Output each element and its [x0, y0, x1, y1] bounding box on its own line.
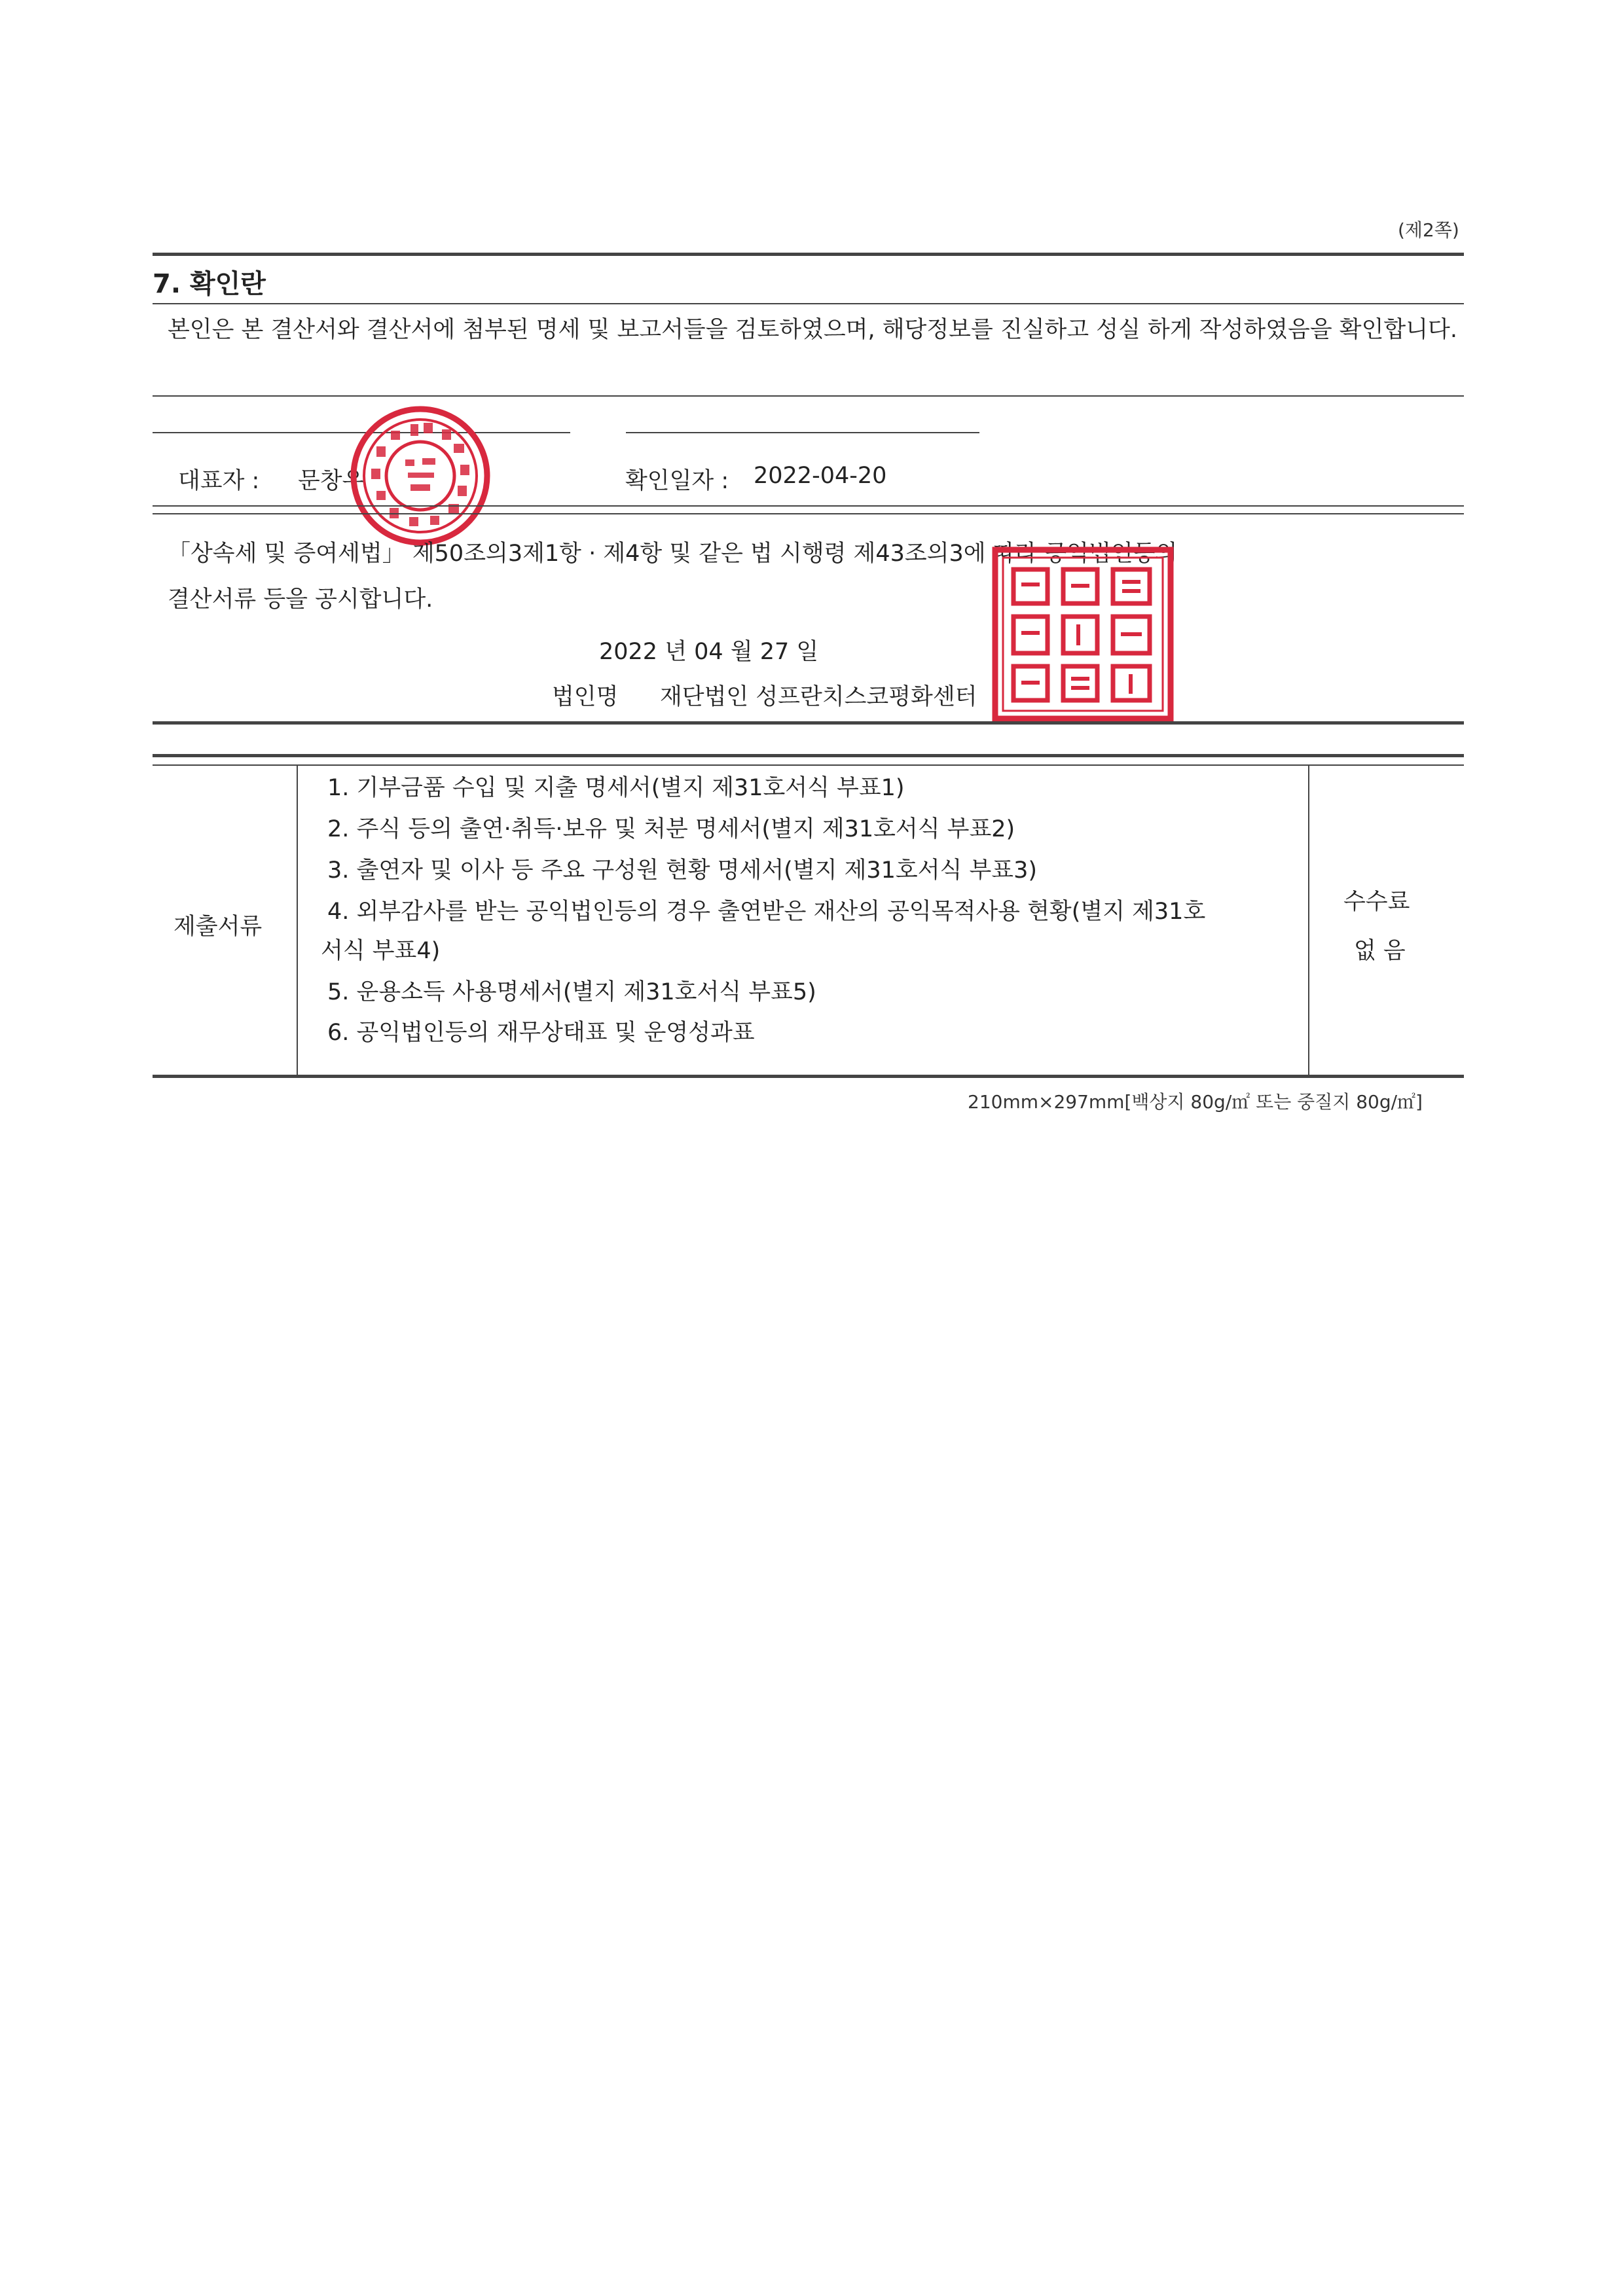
rep-label: 대표자 :	[178, 468, 260, 494]
table-top-rule-2	[153, 754, 1464, 757]
date-signature-line	[626, 432, 979, 433]
page-number: (제2쪽)	[1398, 219, 1459, 241]
submission-item: 1. 기부금품 수입 및 지출 명세서(별지 제31호서식 부표1)	[327, 775, 905, 801]
notice-line-1: 「상속세 및 증여세법」 제50조의3제1항 · 제4항 및 같은 법 시행령 제43조의3에 따라 공익법인등의	[168, 541, 1178, 567]
title-rule	[153, 303, 1464, 304]
round-seal-icon	[345, 401, 496, 551]
table-top-rule-3	[153, 764, 1464, 766]
table-col-divider-2	[1308, 764, 1309, 1076]
corp-name: 재단법인 성프란치스코평화센터	[660, 684, 977, 710]
submission-item: 6. 공익법인등의 재무상태표 및 운영성과표	[327, 1020, 755, 1046]
notice-line-2: 결산서류 등을 공시합니다.	[168, 586, 433, 613]
submission-item: 서식 부표4)	[321, 938, 441, 964]
rep-name: 문창우	[298, 468, 365, 494]
submission-item: 2. 주식 등의 출연·취득·보유 및 처분 명세서(별지 제31호서식 부표2)	[327, 816, 1015, 842]
top-rule	[153, 253, 1464, 256]
date-value: 2022-04-20	[754, 463, 887, 489]
submission-item: 3. 출연자 및 이사 등 주요 구성원 현황 명세서(별지 제31호서식 부표3)	[327, 857, 1038, 884]
table-bottom-rule	[153, 1075, 1464, 1078]
corp-label: 법인명	[552, 684, 619, 710]
confirm-text: 본인은 본 결산서와 결산서에 첨부된 명세 및 보고서들을 검토하였으며, 해당정보를 진실하고 성실 하게 작성하였음을 확인합니다.	[168, 317, 1457, 343]
square-seal-icon	[991, 546, 1175, 723]
table-col-divider-1	[297, 764, 298, 1076]
submission-item: 4. 외부감사를 받는 공익법인등의 경우 출연받은 재산의 공익목적사용 현황(별지 제31호	[327, 899, 1206, 925]
confirm-rule	[153, 395, 1464, 397]
date-label: 확인일자 :	[625, 468, 729, 494]
submission-label: 제출서류	[173, 914, 263, 940]
fee-value: 없 음	[1354, 938, 1406, 964]
submission-item: 5. 운용소득 사용명세서(별지 제31호서식 부표5)	[327, 979, 816, 1005]
notice-date: 2022 년 04 월 27 일	[599, 639, 819, 665]
sig-rule-1	[153, 505, 1464, 507]
section-title: 7. 확인란	[153, 269, 266, 299]
sig-rule-2	[153, 513, 1464, 514]
table-top-rule-1	[153, 721, 1464, 725]
paper-spec-note: 210mm×297mm[백상지 80g/㎡ 또는 중질지 80g/㎡]	[968, 1091, 1423, 1113]
fee-label: 수수료	[1343, 889, 1410, 915]
